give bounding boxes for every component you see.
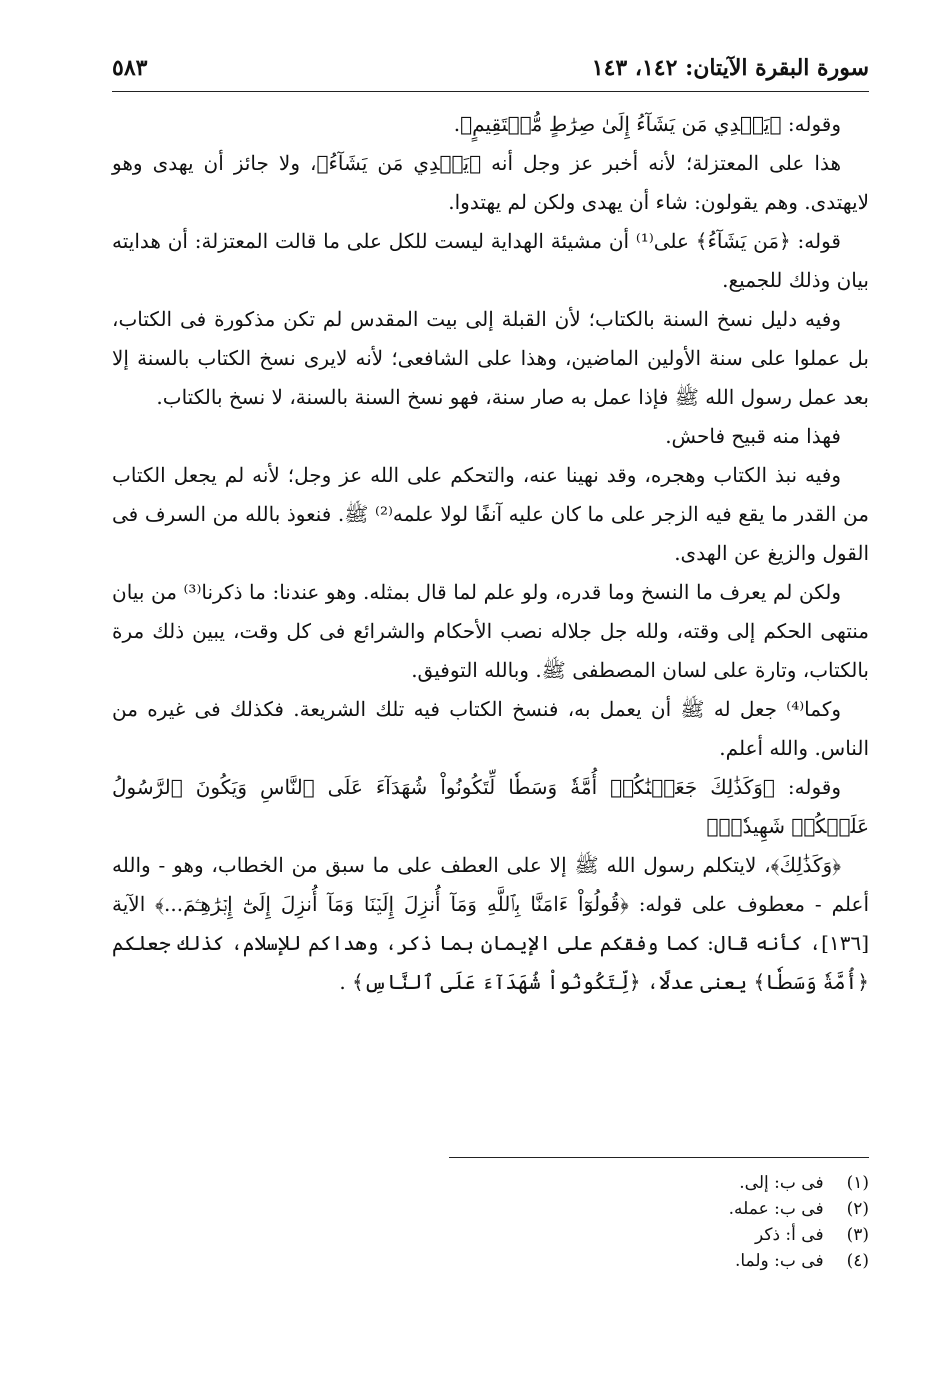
- footnote: [449, 1170, 869, 1196]
- footnotes: [449, 1170, 869, 1274]
- paragraph: وفيه دليل نسخ السنة بالكتاب؛ لأن القبلة إلى بيت المقدس لم تكن مذكورة فى الكتاب، بل عملوا على سنة الأولين الماضين، وهذا على الشافعى؛ لأنه لايرى نسخ الكتاب بالسنة إلا بعد عمل رسول الله ﷺ فإذا عمل به صار سنة، فهو نسخ السنة بالسنة، لا نسخ بالكتاب.: [112, 307, 869, 409]
- surah-title: سورة البقرة الآيتان: ١٤٢، ١٤٣: [591, 55, 869, 81]
- header-rule: [112, 91, 869, 92]
- footnote: [449, 1222, 869, 1248]
- page-number: ٥٨٣: [112, 55, 148, 81]
- paragraph: قوله: ﴿مَن يَشَآءُ﴾ على⁽¹⁾ أن مشيئة الهداية ليست للكل على ما قالت المعتزلة: أن هدايته بيان وذلك للجميع.: [112, 229, 869, 292]
- footnote-number: (٢): [846, 1199, 869, 1219]
- paragraph: وقوله: ﴿وَكَذَٰلِكَ جَعَلۡنَٰكُمۡ أُمَّةٗ وَسَطٗا لِّتَكُونُواْ شُهَدَآءَ عَلَى ٱلنَّاسِ وَيَكُونَ ٱلرَّسُولُ عَلَيۡكُمۡ شَهِيدٗاۗ﴾: [112, 775, 869, 838]
- page-header: [112, 55, 869, 89]
- footnote-number: (٣): [846, 1225, 869, 1245]
- paragraph: فهذا منه قبيح فاحش.: [665, 424, 841, 448]
- paragraph: وكما⁽⁴⁾ جعل له ﷺ أن يعمل به، فنسخ الكتاب فيه تلك الشريعة. فكذلك فى غيره من الناس. والله أعلم.: [112, 697, 869, 760]
- footnote-number: (٤): [846, 1251, 869, 1271]
- footnote-text: فى ب: إلى.: [739, 1173, 824, 1193]
- paragraph: ﴿وَكَذَٰلِكَ﴾، لايتكلم رسول الله ﷺ إلا على العطف على ما سبق من الخطاب، وهو - والله أعلم - معطوف على قوله: ﴿قُولُوٓاْ ءَامَنَّا بِٱللَّهِ وَمَآ أُنزِلَ إِلَيۡنَا وَمَآ أُنزِلَ إِلَىٰٓ إِبۡرَٰهِـۧمَ...﴾ الآية [١٣٦]، كأنه قال: كما وفقكم على الإيمان بما ذكر، وهداكم للإسلام، كذلك جعلكم ﴿أُمَّةٗ وَسَطٗا﴾ يعنى عدلًا، ﴿لِّتَكُونُواْ شُهَدَآءَ عَلَى ٱلنَّاسِ﴾ .: [112, 853, 869, 994]
- body-text: [112, 105, 869, 1002]
- footnote: [449, 1196, 869, 1222]
- paragraph: هذا على المعتزلة؛ لأنه أخبر عز وجل أنه ﴿يَهۡدِي مَن يَشَآءُ﴾، ولا جائز أن يهدى وهو لايهتدى. وهم يقولون: شاء أن يهدى ولكن لم يهتدوا.: [112, 151, 869, 214]
- paragraph: ولكن لم يعرف ما النسخ وما قدره، ولو علم لما قال بمثله. وهو عندنا: ما ذكرنا⁽³⁾ من بيان منتهى الحكم إلى وقته، ولله جل جلاله نصب الأحكام والشرائع فى كل وقت، يبين ذلك مرة بالكتاب، وتارة على لسان المصطفى ﷺ. وبالله التوفيق.: [112, 580, 869, 682]
- footnote-number: (١): [846, 1173, 869, 1193]
- footnote-text: فى ب: عمله.: [728, 1199, 824, 1219]
- footnote: [449, 1248, 869, 1274]
- footnote-text: فى أ: ذكر: [754, 1225, 824, 1245]
- footnote-rule: [449, 1157, 869, 1158]
- paragraph: وقوله: ﴿يَهۡدِي مَن يَشَآءُ إِلَىٰ صِرَٰطٍ مُّسۡتَقِيمٍ﴾.: [453, 112, 841, 136]
- footnote-text: فى ب: ولما.: [734, 1251, 824, 1271]
- paragraph: وفيه نبذ الكتاب وهجره، وقد نهينا عنه، والتحكم على الله عز وجل؛ لأنه لم يجعل الكتاب من القدر ما يقع فيه الزجر على ما كان عليه آنفًا لولا علمه⁽²⁾ ﷺ. فنعوذ بالله من السرف فى القول والزيغ عن الهدى.: [112, 463, 869, 565]
